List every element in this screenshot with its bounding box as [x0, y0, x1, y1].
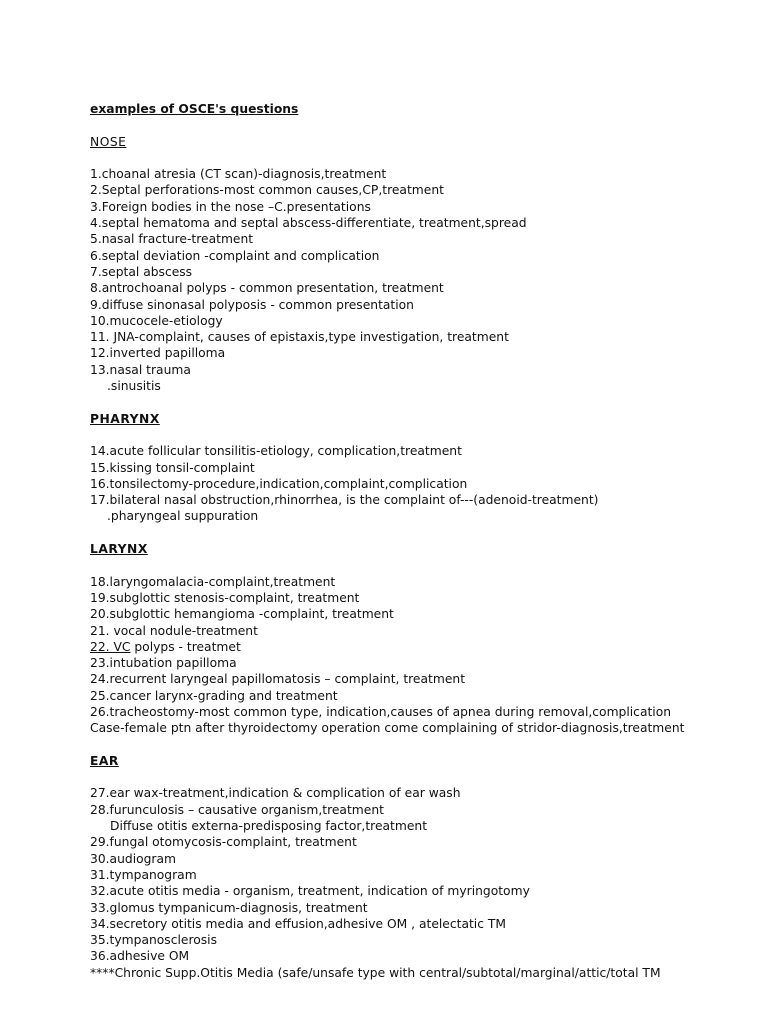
section-heading-larynx: LARYNX [90, 542, 148, 557]
list-item: 3.Foreign bodies in the nose –C.presentations [90, 199, 371, 214]
list-item: 10.mucocele-etiology [90, 313, 223, 328]
spacer [90, 557, 760, 573]
list-item: 14.acute follicular tonsilitis-etiology, complication,treatment [90, 444, 462, 459]
spacer [90, 394, 760, 410]
list-item: 4.septal hematoma and septal abscess-differentiate, treatment,spread [90, 216, 527, 231]
list-item-text: polyps - treatmet [130, 639, 241, 654]
list-item: 16.tonsilectomy-procedure,indication,complaint,complication [90, 476, 468, 491]
section-heading-nose: NOSE [90, 134, 127, 149]
list-item: 27.ear wax-treatment,indication & complication of ear wash [90, 786, 461, 801]
list-item: ****Chronic Supp.Otitis Media (safe/unsafe type with central/subtotal/marginal/attic/total TM [90, 965, 661, 980]
list-item: 35.tympanosclerosis [90, 933, 217, 948]
spacer [90, 769, 760, 785]
list-item: 7.septal abscess [90, 264, 193, 279]
list-item: 33.glomus tympanicum-diagnosis, treatment [90, 900, 368, 915]
list-item: 1.choanal atresia (CT scan)-diagnosis,treatment [90, 167, 387, 182]
list-item [90, 639, 760, 655]
list-item: 6.septal deviation -complaint and complication [90, 248, 380, 263]
list-item: 2.Septal perforations-most common causes,CP,treatment [90, 183, 444, 198]
list-item: 9.diffuse sinonasal polyposis - common presentation [90, 297, 414, 312]
list-item: 26.tracheostomy-most common type, indication,causes of apnea during removal,complication [90, 704, 672, 719]
list-item: 28.furunculosis – causative organism,treatment [90, 802, 384, 817]
list-item: 31.tympanogram [90, 867, 197, 882]
list-item: 15.kissing tonsil-complaint [90, 460, 255, 475]
list-item: 18.laryngomalacia-complaint,treatment [90, 574, 336, 589]
list-item: 23.intubation papilloma [90, 656, 237, 671]
document-title: examples of OSCE's questions [90, 102, 299, 116]
list-sub-item: Diffuse otitis externa-predisposing factor,treatment [110, 819, 428, 834]
list-item: 8.antrochoanal polyps - common presentation, treatment [90, 281, 444, 296]
list-sub-item: .sinusitis [107, 379, 161, 394]
spacer [90, 427, 760, 443]
list-item: 29.fungal otomycosis-complaint, treatment [90, 835, 357, 850]
list-item: 30.audiogram [90, 851, 177, 866]
section-heading-pharynx: PHARYNX [90, 411, 160, 426]
spacer [90, 150, 760, 166]
list-item: 20.subglottic hemangioma -complaint, treatment [90, 607, 394, 622]
list-item: 32.acute otitis media - organism, treatment, indication of myringotomy [90, 884, 530, 899]
list-item: 36.adhesive OM [90, 949, 190, 964]
list-item: 12.inverted papilloma [90, 346, 226, 361]
section-heading-ear: EAR [90, 753, 119, 768]
list-sub-item: .pharyngeal suppuration [107, 509, 259, 524]
spacer [90, 117, 760, 133]
list-item: 21. vocal nodule-treatment [90, 623, 258, 638]
document-page [90, 101, 760, 981]
list-item: 17.bilateral nasal obstruction,rhinorrhea, is the complaint of---(adenoid-treatment) [90, 493, 599, 508]
list-item: 13.nasal trauma [90, 362, 191, 377]
spacer [90, 737, 760, 753]
list-item: 34.secretory otitis media and effusion,adhesive OM , atelectatic TM [90, 916, 507, 931]
list-item-number-underlined: 22. VC [90, 639, 131, 654]
case-item: Case-female ptn after thyroidectomy operation come complaining of stridor-diagnosis,treatment [90, 721, 685, 736]
list-item: 11. JNA-complaint, causes of epistaxis,type investigation, treatment [90, 330, 509, 345]
list-item: 24.recurrent laryngeal papillomatosis – complaint, treatment [90, 672, 466, 687]
list-item: 5.nasal fracture-treatment [90, 232, 254, 247]
spacer [90, 525, 760, 541]
list-item: 25.cancer larynx-grading and treatment [90, 688, 338, 703]
list-item: 19.subglottic stenosis-complaint, treatment [90, 590, 360, 605]
